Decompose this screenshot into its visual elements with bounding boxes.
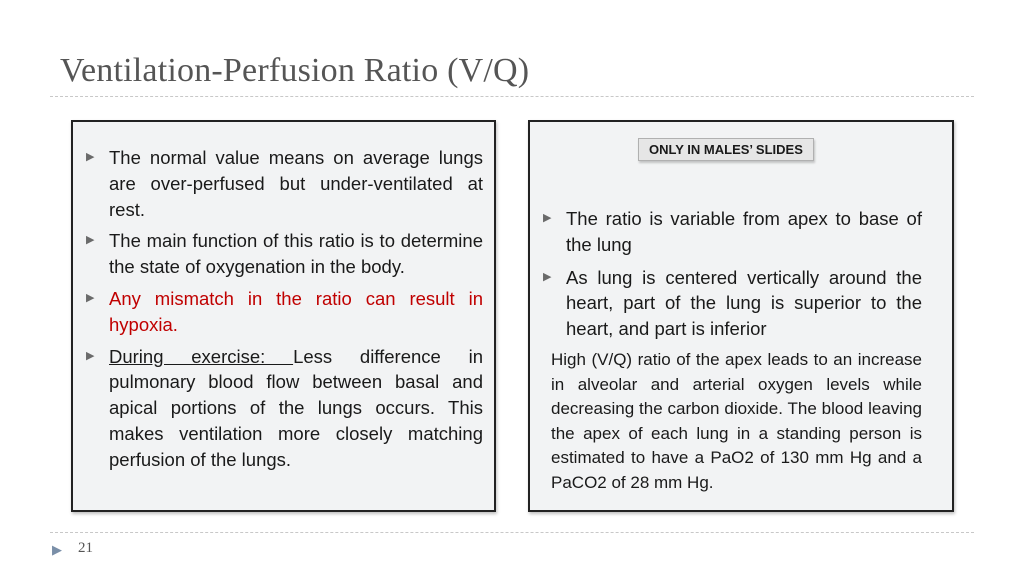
bullet-text: Any mismatch in the ratio can result in hypoxia. [109,287,483,335]
triangle-right-icon: ▶ [86,151,95,163]
triangle-right-icon: ▶ [543,212,552,224]
footer-divider [50,532,974,533]
bullet-main-function [73,228,483,280]
bullet-text: The ratio is variable from apex to base of the lung [566,208,922,255]
page-number: 21 [78,540,93,556]
triangle-right-icon: ▶ [543,270,552,283]
bullet-text: Less difference in pulmonary blood flow between basal and apical portions of the lungs occurs. This makes ventilation more closely matching perfusion of the lungs. [109,345,483,470]
triangle-right-icon: ▶ [52,542,62,557]
bullet-text: The normal value means on average lungs are over-perfused but under-ventilated at rest. [109,147,483,220]
slide-title: Ventilation-Perfusion Ratio (V/Q) [60,52,530,89]
triangle-right-icon: ▶ [86,234,95,247]
triangle-right-icon: ▶ [86,349,95,362]
bullet-ratio-variable [530,206,922,258]
bullet-text: As lung is centered vertically around the heart, part of the lung is superior to the heart, and part is inferior [566,266,922,340]
bullet-lead: During exercise: [109,345,294,367]
bullet-normal-value [73,145,483,222]
right-content-box [528,120,954,512]
left-content-box [71,120,496,512]
bullet-during-exercise [73,344,483,473]
bullet-lung-centered [530,265,922,342]
high-vq-paragraph: High (V/Q) ratio of the apex leads to an increase in alveolar and arterial oxygen levels while decreasing the carbon dioxide. The blood leaving the apex of each lung in a standing person is estimated to have a PaO2 of 130 mm Hg and a PaCO2 of 28 mm Hg. [551,350,922,492]
triangle-right-icon: ▶ [86,291,95,304]
right-bullet-list [530,206,922,349]
bullet-mismatch [73,286,483,338]
left-bullet-list [73,145,483,479]
bullet-text: The main function of this ratio is to determine the state of oxygenation in the body. [109,230,483,278]
males-slides-badge: ONLY IN MALES’ SLIDES [638,138,814,161]
title-divider [50,96,974,97]
